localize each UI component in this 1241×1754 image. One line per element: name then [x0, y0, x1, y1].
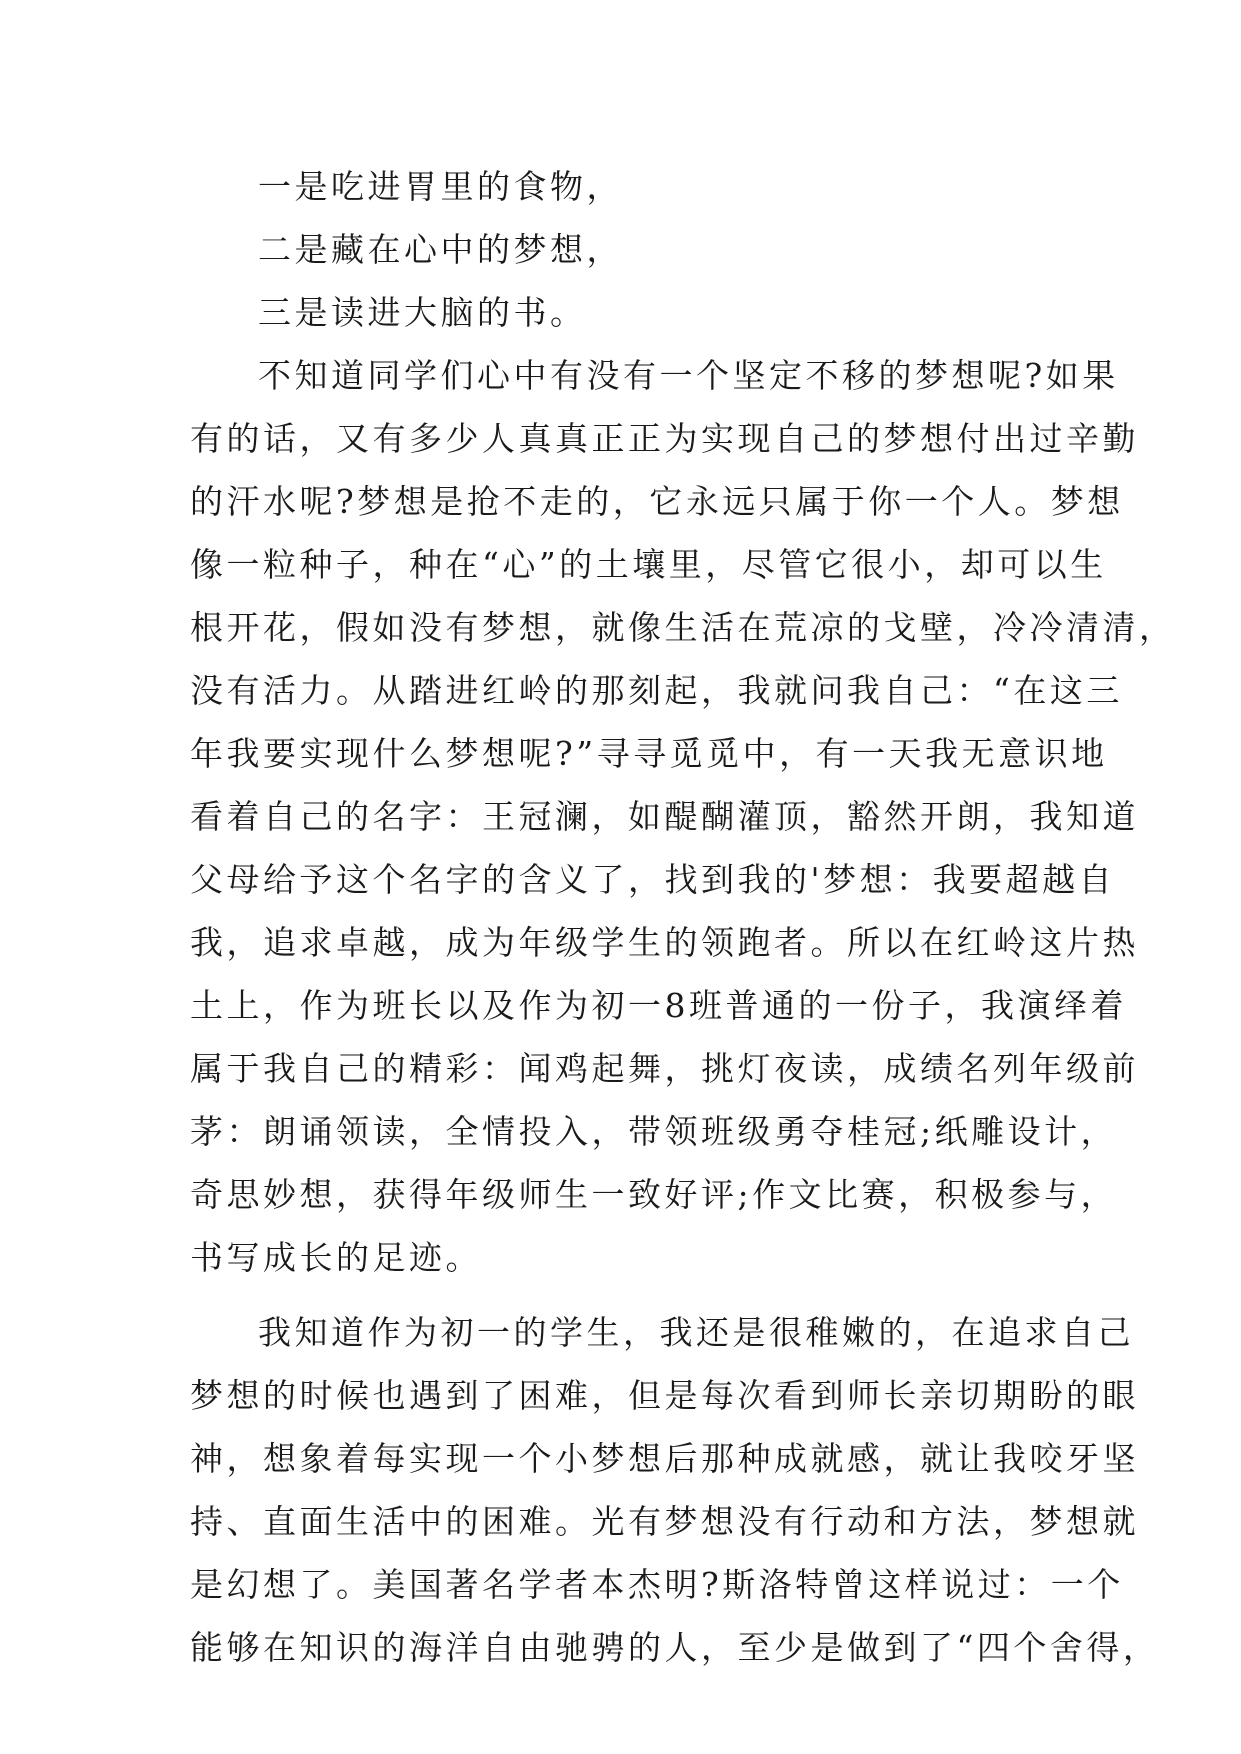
paragraph-line: 不知道同学们心中有没有一个坚定不移的梦想呢?如果	[258, 356, 1119, 395]
paragraph-line: 能够在知识的海洋自由驰骋的人，至少是做到了“四个舍得，	[190, 1628, 1160, 1667]
intro-line: 一是吃进胃里的食物，	[258, 167, 623, 206]
paragraph-line: 书写成长的足迹。	[190, 1238, 482, 1277]
intro-line: 三是读进大脑的书。	[258, 293, 587, 332]
document-body	[190, 155, 1176, 1679]
paragraph-line: 根开花，假如没有梦想，就像生活在荒凉的戈壁，冷冷清清，	[190, 608, 1176, 647]
paragraph-line: 年我要实现什么梦想呢?”寻寻觅觅中，有一天我无意识地	[190, 734, 1108, 773]
paragraph-line: 是幻想了。美国著名学者本杰明?斯洛特曾这样说过：一个	[190, 1565, 1124, 1604]
paragraph-line: 我知道作为初一的学生，我还是很稚嫩的，在追求自己	[258, 1313, 1134, 1352]
paragraph-line: 看着自己的名字：王冠澜，如醍醐灌顶，豁然开朗，我知道	[190, 797, 1139, 836]
paragraph-line: 神，想象着每实现一个小梦想后那种成就感，就让我咬牙坚	[190, 1439, 1139, 1478]
intro-line: 二是藏在心中的梦想，	[258, 230, 623, 269]
paragraph-effort	[190, 1301, 1160, 1679]
paragraph-dream	[190, 344, 1176, 1289]
paragraph-line: 梦想的时候也遇到了困难，但是每次看到师长亲切期盼的眼	[190, 1376, 1139, 1415]
paragraph-line: 像一粒种子，种在“心”的土壤里，尽管它很小，却可以生	[190, 545, 1107, 584]
paragraph-line: 持、直面生活中的困难。光有梦想没有行动和方法，梦想就	[190, 1502, 1139, 1541]
paragraph-line: 属于我自己的精彩：闻鸡起舞，挑灯夜读，成绩名列年级前	[190, 1049, 1139, 1088]
paragraph-line: 父母给予这个名字的含义了，找到我的'梦想：我要超越自	[190, 860, 1116, 899]
paragraph-line: 茅：朗诵领读，全情投入，带领班级勇夺桂冠;纸雕设计，	[190, 1112, 1118, 1151]
paragraph-line: 的汗水呢?梦想是抢不走的，它永远只属于你一个人。梦想	[190, 482, 1124, 521]
paragraph-line: 奇思妙想，获得年级师生一致好评;作文比赛，积极参与，	[190, 1175, 1118, 1214]
paragraph-line: 我，追求卓越，成为年级学生的领跑者。所以在红岭这片热	[190, 923, 1139, 962]
paragraph-line: 没有活力。从踏进红岭的那刻起，我就问我自己：“在这三	[190, 671, 1123, 710]
intro-list	[190, 155, 1050, 344]
paragraph-line: 有的话，又有多少人真真正正为实现自己的梦想付出过辛勤	[190, 419, 1139, 458]
paragraph-line: 土上，作为班长以及作为初一8班普通的一份子，我演绎着	[190, 986, 1127, 1025]
